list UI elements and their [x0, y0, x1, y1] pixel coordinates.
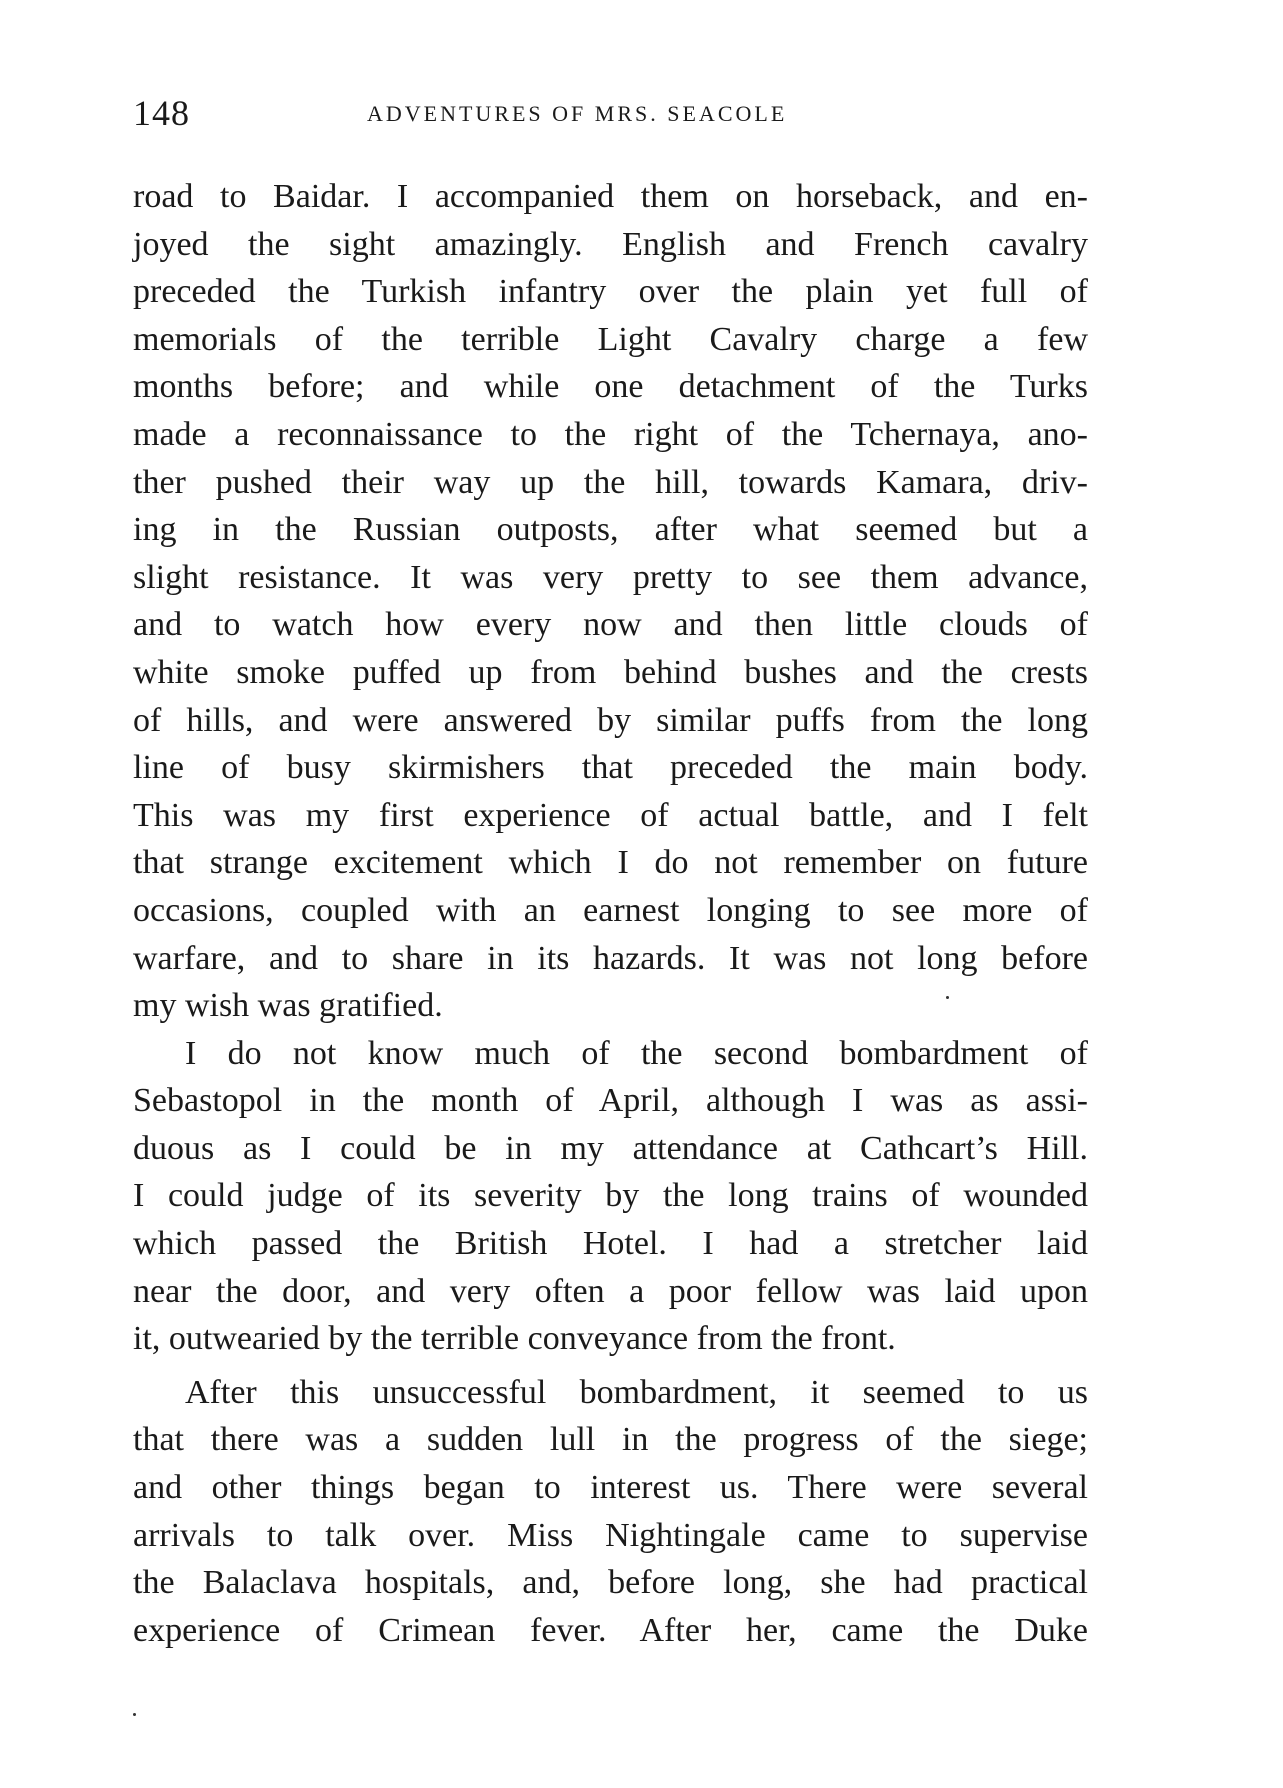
text-line: memorials of the terrible Light Cavalry charge a few: [133, 320, 1088, 358]
text-line: of hills, and were answered by similar puffs from the long: [133, 701, 1088, 739]
paragraph-3: [133, 1369, 1088, 1655]
text-line: arrivals to talk over. Miss Nightingale came to supervise: [133, 1516, 1088, 1554]
text-line: I could judge of its severity by the long trains of wounded: [133, 1177, 1088, 1215]
text-line: line of busy skirmishers that preceded the main body.: [133, 749, 1088, 787]
paragraph-1: [133, 173, 1088, 1030]
text-line: months before; and while one detachment of the Turks: [133, 368, 1088, 406]
running-title: ADVENTURES OF MRS. SEACOLE: [367, 101, 788, 126]
text-line: and other things began to interest us. There were several: [133, 1469, 1088, 1507]
text-line: joyed the sight amazingly. English and French cavalry: [133, 225, 1088, 263]
text-line: it, outwearied by the terrible conveyance from the front.: [133, 1320, 896, 1358]
text-line: that strange excitement which I do not remember on future: [133, 844, 1088, 882]
text-line: warfare, and to share in its hazards. It was not long before: [133, 939, 1088, 977]
text-line: Sebastopol in the month of April, although I was as assi-: [133, 1082, 1088, 1120]
running-head: [133, 93, 1088, 133]
text-line: duous as I could be in my attendance at Cathcart’s Hill.: [133, 1129, 1088, 1167]
text-line: After this unsuccessful bombardment, it seemed to us: [185, 1373, 1088, 1411]
print-speck: [133, 1713, 136, 1716]
text-line: near the door, and very often a poor fellow was laid upon: [133, 1272, 1088, 1310]
text-line: road to Baidar. I accompanied them on horseback, and en-: [133, 178, 1088, 215]
text-line: I do not know much of the second bombardment of: [185, 1034, 1088, 1072]
body-text: [133, 173, 1088, 1654]
text-line: the Balaclava hospitals, and, before long, she had practical: [133, 1564, 1088, 1602]
text-line: ing in the Russian outposts, after what seemed but a: [133, 511, 1088, 549]
paragraph-2: [133, 1030, 1088, 1363]
print-speck: [946, 996, 949, 999]
text-line: ther pushed their way up the hill, towards Kamara, driv-: [133, 463, 1088, 501]
text-line: occasions, coupled with an earnest longing to see more of: [133, 891, 1088, 929]
text-line: my wish was gratified.: [133, 987, 443, 1025]
text-line: slight resistance. It was very pretty to see them advance,: [133, 558, 1088, 596]
text-line: preceded the Turkish infantry over the plain yet full of: [133, 273, 1088, 311]
text-line: and to watch how every now and then little clouds of: [133, 606, 1088, 644]
text-line: which passed the British Hotel. I had a stretcher laid: [133, 1225, 1088, 1263]
text-line: experience of Crimean fever. After her, came the Duke: [133, 1611, 1088, 1649]
text-line: white smoke puffed up from behind bushes and the crests: [133, 653, 1088, 691]
text-line: made a reconnaissance to the right of the Tchernaya, ano-: [133, 415, 1088, 453]
text-line: that there was a sudden lull in the progress of the siege;: [133, 1421, 1088, 1459]
page-number: 148: [133, 93, 190, 133]
text-line: This was my first experience of actual battle, and I felt: [133, 796, 1088, 834]
